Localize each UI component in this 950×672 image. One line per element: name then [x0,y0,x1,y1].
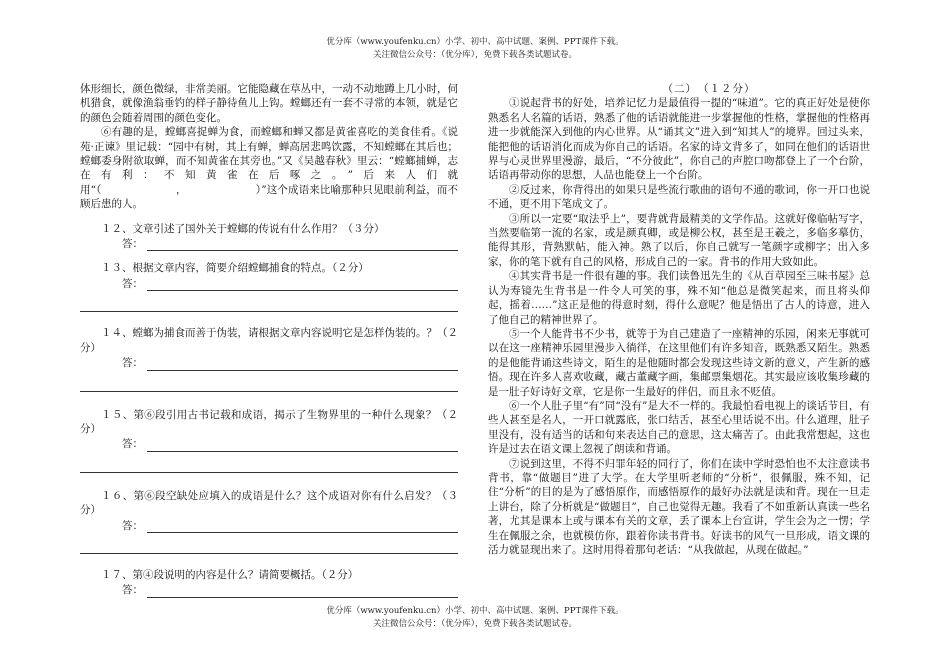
answer-line-extra[interactable] [80,533,458,554]
passage-paragraph: 体形细长，颜色微绿，非常美丽。它能隐藏在草丛中，一动不动地蹲上几小时，伺机猎食，就像渔翁垂钓的样子静待鱼儿上钩。螳螂还有一套不寻常的本领，就是它的颜色会随着周围的颜色变化。 [80,83,458,124]
header-line-1: 优分库（www.youfenku.cn）小学、初中、高中试题、案例、PPT课件下载。 [326,37,624,47]
answer-row [122,277,458,291]
question-17 [80,568,458,598]
page-header [0,36,950,62]
question-14 [80,326,458,391]
answer-label: 答： [122,519,143,532]
footer-line-2: 关注微信公众号：（优分库），免费下载各类试题试卷。 [372,619,577,629]
answer-label: 答： [122,277,143,290]
answer-line[interactable] [147,278,458,291]
passage-paragraph-6: ⑥有趣的是，螳螂喜捉蝉为食，而螳螂和蝉又都是黄雀喜吃的美食佳肴。《说苑·正谏》里记载：“园中有树，其上有蝉，蝉高居悲鸣饮露，不知螳螂在其后也；螳螂委身附欲取蝉，而不知黄雀在其旁也。”又《吴越春秋》里云：“螳螂捕蝉，志在有利：不知黄雀在后啄之。”后来人们就用“（ ， ）”这个成语来比喻那种只见眼前利益，而不顾后患的人。 [80,126,458,211]
question-text: １４、螳螂为捕食而善于伪装，请根据文章内容说明它是怎样伪装的。？（２分） [80,327,458,354]
passage-paragraph-4: ④其实背书是一件很有趣的事。我们读鲁迅先生的《从百草园至三味书屋》总认为寿镜先生背书是一件令人可笑的事，殊不知“他总是微笑起来，而且将头仰起，摇着……”这正是他的得意时刻，得什么意呢？他是悟出了古人的诗意，进入了他自己的精神世界了。 [488,270,870,326]
passage-paragraph-3: ③所以一定要“取法乎上”，要背就背最精美的文学作品。这就好像临帖写字，当然要临第一流的名家，或是颜真卿，或是柳公权，甚至是王羲之，多临多摹仿，能得其形，背熟默帖，能入神。熟了以后，你自己就写一笔颜字或柳字；出入多家，你的笔下就有自己的风格，形成自己的一家。背书的作用大致如此。 [488,212,870,268]
answer-label: 答： [122,357,143,370]
question-16 [80,489,458,554]
question-text: １６、第⑥段空缺处应填入的成语是什么？这个成语对你有什么启发？（３分） [80,489,458,517]
answer-line[interactable] [147,238,458,251]
page-footer [0,605,950,631]
answer-label: 答： [122,238,143,251]
answer-line-extra[interactable] [80,452,458,473]
passage-paragraph-5: ⑤一个人能背书不少书，就等于为自己建造了一座精神的乐园，闲来无事就可以在这一座精神乐园里漫步入徜徉，在这里他们有许多知音，既熟悉又陌生。熟悉的是他能背诵这些诗文，陌生的是他随时都会发现这些诗文新的意义，产生新的感悟。现在许多人喜欢收藏，藏古董藏字画，集邮票集烟花。其实最应该收集珍藏的是一肚子好诗好文章，它是你一生最好的伴侣，而且永不贬值。 [488,327,870,398]
answer-line[interactable] [147,585,458,598]
question-13 [80,261,458,312]
answer-line-extra[interactable] [80,291,458,312]
section-title: （二） （１２分） [662,83,756,95]
left-column [80,82,458,598]
passage-paragraph-2: ②反过来，你背得出的如果只是些流行歌曲的语句不通的歌词，你一开口也说不通，更不用下笔成文了。 [488,183,870,211]
answer-row [122,356,458,370]
answer-line[interactable] [147,358,458,371]
answer-row [122,583,458,597]
answer-row [122,519,458,533]
answer-line[interactable] [147,520,458,533]
question-text: １７、第④段说明的内容是什么？请简要概括。（２分） [101,568,359,581]
passage-paragraph-1: ①说起背书的好处，培养记忆力是最值得一提的“味道”。它的真正好处是使你熟悉名人名篇的话语，熟悉了他的话语就能进一步掌握他的性格，掌握他的性格再进一步就能深入到他的内心世界。从“诵其文”进入到“知其人”的境界。回过头来，能把他的话语消化而成为你自己的话语。名家的诗文背多了，如同在他们的话语世界与心灵世界里漫游，最后，“不分彼此”，你自己的声腔口吻都登上了一个台阶，话语再带动你的思想，人品也能登上一个台阶。 [488,97,870,182]
question-text: １２、文章引述了国外关于螳螂的传说有什么作用？（３分） [101,222,385,235]
answer-label: 答： [122,438,143,451]
footer-line-1: 优分库（www.youfenku.cn）小学、初中、高中试题、案例、PPT课件下载。 [326,606,624,616]
answer-line[interactable] [147,439,458,452]
answer-row [122,237,458,251]
question-12 [80,222,458,252]
passage-paragraph-6: ⑥一个人肚子里“有”同“没有”是大不一样的。我最怕看电视上的谈话节目，有些人甚至是名人，一开口就露底，张口结舌，甚至心里话说不出。什么道理，肚子里没有，没有适当的话和句来表达自己的意思，这太痛苦了。由此我常想起，这也许是过去在语文课上忽视了朗读和背诵。 [488,399,870,456]
passage-paragraph-7: ⑦说到这里，不得不归罪年轻的同行了，你们在读中学时恐怕也不太注意读书背书，靠“做题目”进了大学。在大学里听老师的“分析”，很佩服，殊不知，记住“分析”的目的是为了感悟原作，而感悟原作的最好办法就是读和背。现在一旦走上讲台，除了分析就是“做题目”，自己也觉得无趣。我看了不如重新认真读一些名著，尤其是课本上或与课本有关的文章，丢了课本上台宣讲，学生会为之一愣；学生在佩服之余，也就模仿你，跟着你读书背书。好读书的风气一旦形成，语文课的活力就显现出来了。这时用得着那句老话：“从我做起，从现在做起。” [488,457,870,556]
answer-row [122,437,458,451]
header-line-2: 关注微信公众号：（优分库），免费下载各类试题试卷。 [372,50,577,60]
question-text: １３、根据文章内容，简要介绍螳螂捕食的特点。（２分） [101,262,369,275]
question-15 [80,408,458,473]
right-column [488,82,870,557]
answer-label: 答： [122,584,143,597]
answer-line-extra[interactable] [80,371,458,392]
question-text: １５、第⑥段引用古书记载和成语，揭示了生物界里的一种什么现象？（２分） [80,408,458,435]
